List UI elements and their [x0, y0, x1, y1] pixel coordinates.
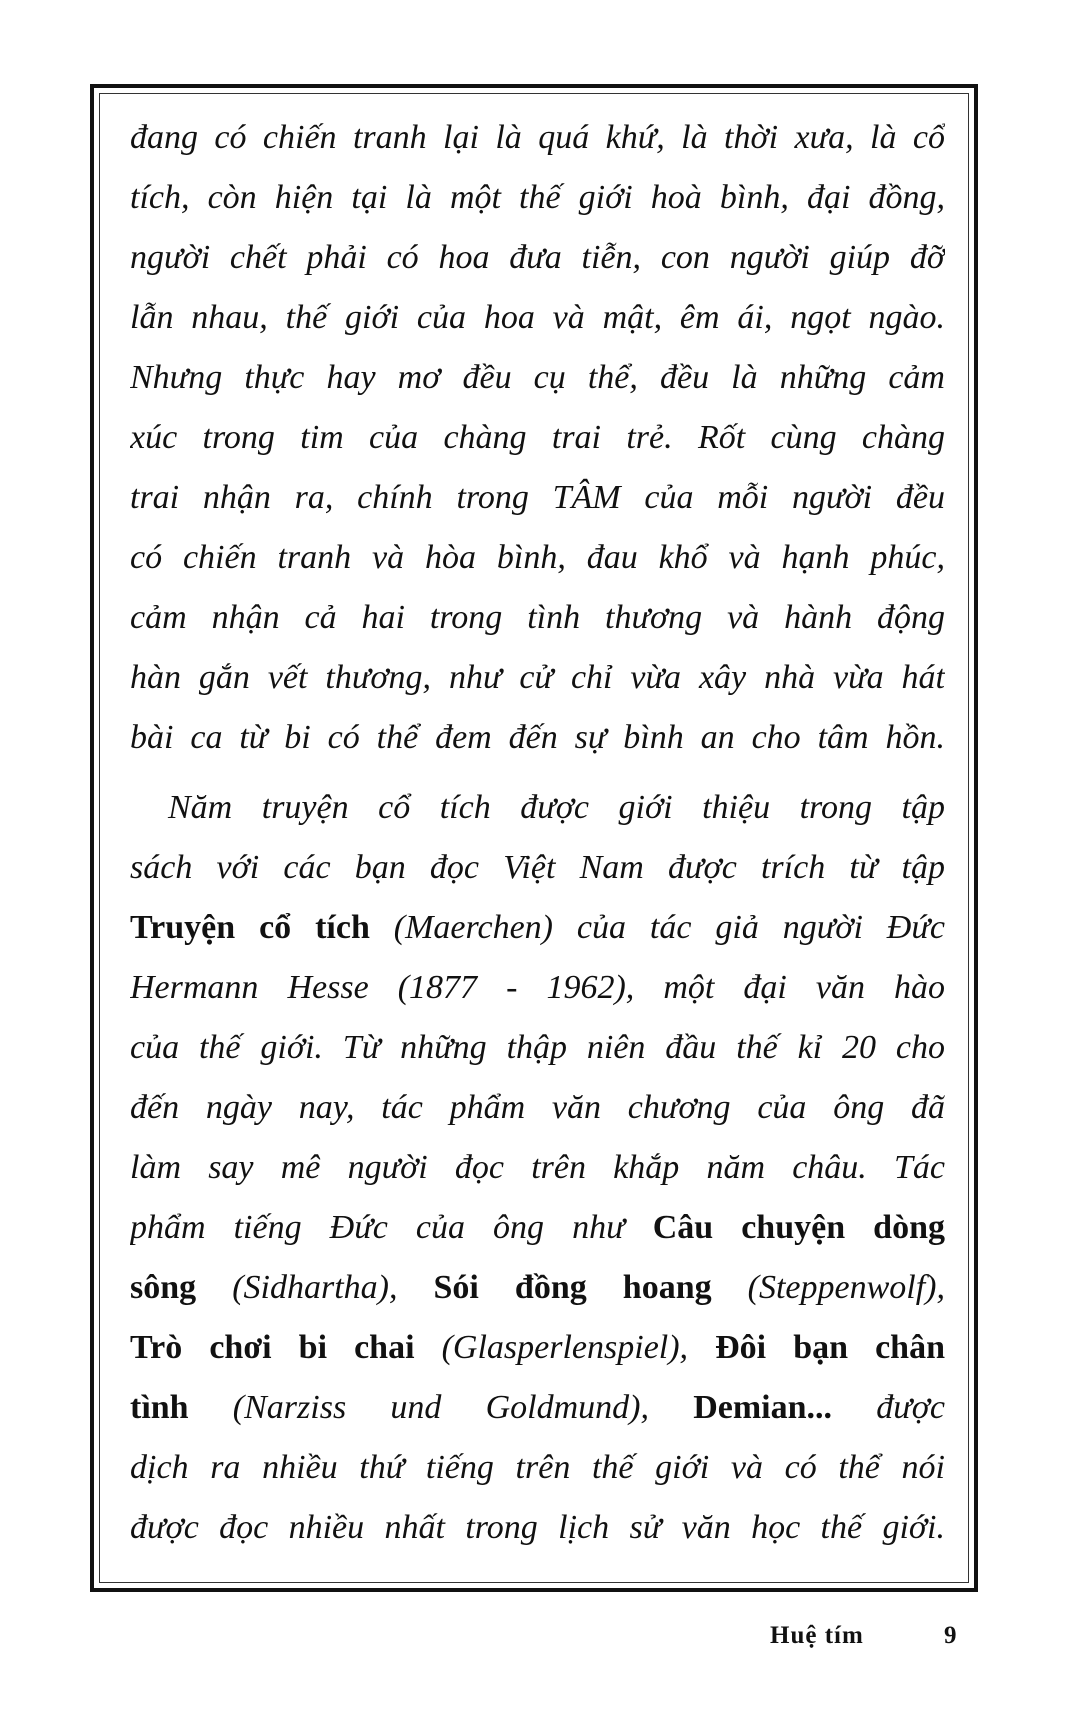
text-line [130, 1138, 945, 1198]
text-line [130, 468, 945, 528]
text-line [130, 648, 945, 708]
text-line [130, 1438, 945, 1498]
text-segment: trai nhận ra, chính trong TÂM của mỗi người đều [130, 479, 945, 516]
text-segment: Năm truyện cổ tích được giới thiệu trong tập [168, 789, 945, 826]
text-segment: lẫn nhau, thế giới của hoa và mật, êm ái, ngọt ngào. [130, 299, 945, 336]
text-line [130, 1378, 945, 1438]
text-segment: có chiến tranh và hòa bình, đau khổ và hạnh phúc, [130, 539, 945, 576]
bold-title-text: Câu chuyện dòng [652, 1209, 945, 1246]
text-segment: người chết phải có hoa đưa tiễn, con người giúp đỡ [130, 239, 945, 276]
text-segment: (Maerchen) của tác giả người Đức [369, 909, 945, 946]
text-segment: (Narziss und Goldmund), [188, 1389, 694, 1426]
text-segment: hàn gắn vết thương, như cử chỉ vừa xây nhà vừa hát [130, 659, 945, 696]
bold-title-text: Trò chơi bi chai [130, 1329, 415, 1366]
text-line [130, 1078, 945, 1138]
text-segment: Nhưng thực hay mơ đều cụ thể, đều là những cảm [130, 359, 945, 396]
text-segment: làm say mê người đọc trên khắp năm châu. Tác [130, 1149, 945, 1186]
text-line [130, 708, 945, 768]
text-segment: (Steppenwolf), [711, 1269, 945, 1306]
text-segment: đến ngày nay, tác phẩm văn chương của ông đã [130, 1089, 945, 1126]
running-title: Huệ tím [770, 1622, 864, 1649]
text-line [130, 1198, 945, 1258]
text-line [130, 958, 945, 1018]
bold-title-text: Đôi bạn chân [715, 1329, 945, 1366]
text-line [130, 898, 945, 958]
text-segment: sách với các bạn đọc Việt Nam được trích từ tập [130, 849, 945, 886]
text-line [130, 1498, 945, 1558]
text-line [130, 528, 945, 588]
body-text [130, 108, 945, 1558]
text-segment: được [832, 1389, 945, 1426]
text-line [130, 108, 945, 168]
bold-title-text: sông [130, 1269, 197, 1306]
text-segment: tích, còn hiện tại là một thế giới hoà bình, đại đồng, [130, 179, 945, 216]
text-segment: Hermann Hesse (1877 - 1962), một đại văn hào [130, 969, 945, 1006]
bold-title-text: tình [130, 1389, 189, 1426]
text-line [130, 838, 945, 898]
text-line [130, 408, 945, 468]
text-line [130, 228, 945, 288]
text-segment: dịch ra nhiều thứ tiếng trên thế giới và có thể nói [130, 1449, 945, 1486]
text-segment: của thế giới. Từ những thập niên đầu thế kỉ 20 cho [130, 1029, 945, 1066]
paragraph [130, 108, 945, 768]
text-line [130, 588, 945, 648]
bold-title-text: Demian... [693, 1389, 833, 1426]
text-segment: phẩm tiếng Đức của ông như [130, 1209, 653, 1246]
text-segment: bài ca từ bi có thể đem đến sự bình an cho tâm hồn. [130, 719, 945, 756]
paragraph [130, 778, 945, 1558]
page-number: 9 [944, 1622, 958, 1649]
text-line [130, 348, 945, 408]
text-line [130, 288, 945, 348]
paragraph-gap [130, 768, 945, 778]
text-segment: (Sidhartha), [196, 1269, 434, 1306]
text-line [130, 1018, 945, 1078]
bold-title-text: Sói đồng hoang [433, 1269, 712, 1306]
text-line [130, 1258, 945, 1318]
text-segment: đang có chiến tranh lại là quá khứ, là thời xưa, là cổ [130, 119, 945, 156]
text-segment: (Glasperlenspiel), [414, 1329, 716, 1366]
text-segment: xúc trong tim của chàng trai trẻ. Rốt cùng chàng [130, 419, 945, 456]
text-line [130, 168, 945, 228]
text-segment: cảm nhận cả hai trong tình thương và hành động [130, 599, 945, 636]
text-line [130, 778, 945, 838]
text-line [130, 1318, 945, 1378]
text-segment: được đọc nhiều nhất trong lịch sử văn học thế giới. [130, 1509, 945, 1546]
bold-title-text: Truyện cổ tích [130, 909, 370, 946]
